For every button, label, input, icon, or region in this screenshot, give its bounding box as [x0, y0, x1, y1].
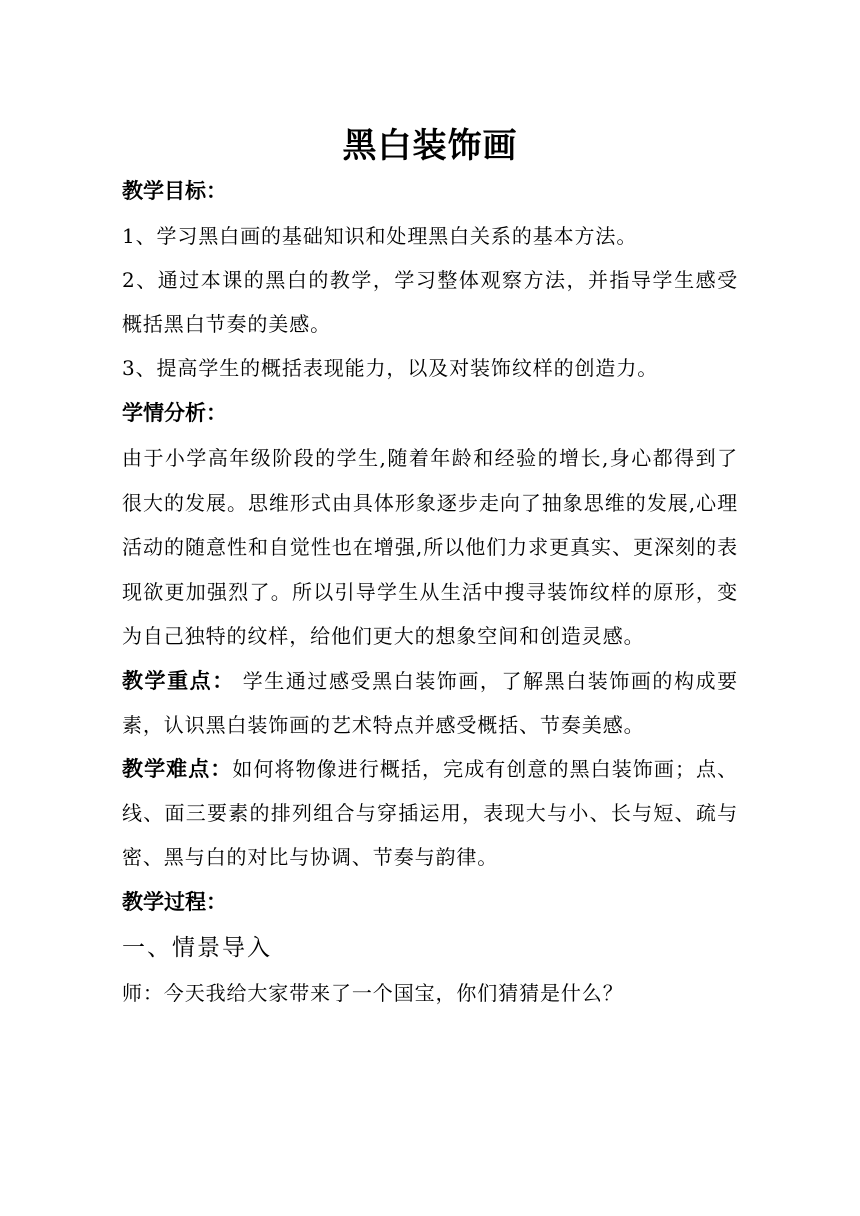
analysis-text: 由于小学高年级阶段的学生,随着年龄和经验的增长,身心都得到了很大的发展。思维形式由具体形象逐步走向了抽象思维的发展,心理活动的随意性和自觉性也在增强,所以他们力求更真实、更深刻的表现欲更加强烈了。所以引导学生从生活中搜寻装饰纹样的原形，变为自己独特的纹样，给他们更大的想象空间和创造灵感。 [122, 446, 738, 648]
objective-item-1: 1、学习黑白画的基础知识和处理黑白关系的基本方法。 [122, 224, 638, 248]
process-heading: 教学过程： [122, 889, 227, 914]
objective-item-2: 2、通过本课的黑白的教学，学习整体观察方法，并指导学生感受概括黑白节奏的美感。 [122, 268, 738, 336]
key-points-label: 教学重点： [122, 668, 235, 693]
section-1-title: 一、情景导入 [122, 934, 272, 961]
key-points-text: 学生通过感受黑白装饰画，了解黑白装饰画的构成要素，认识黑白装饰画的艺术特点并感受概括、节奏美感。 [122, 668, 738, 737]
objectives-heading: 教学目标： [122, 179, 227, 203]
difficulties-label: 教学难点： [122, 756, 233, 781]
section-1-text: 师：今天我给大家带来了一个国宝，你们猜猜是什么？ [122, 980, 624, 1005]
difficulties-paragraph [122, 747, 738, 879]
objective-item-3: 3、提高学生的概括表现能力，以及对装饰纹样的创造力。 [122, 356, 659, 380]
key-points-paragraph [122, 659, 738, 747]
document-page [122, 124, 738, 1015]
difficulties-text: 如何将物像进行概括，完成有创意的黑白装饰画；点、线、面三要素的排列组合与穿插运用，表现大与小、长与短、疏与密、黑与白的对比与协调、节奏与韵律。 [122, 756, 738, 869]
analysis-heading: 学情分析： [122, 401, 227, 425]
document-title: 黑白装饰画 [342, 126, 518, 166]
